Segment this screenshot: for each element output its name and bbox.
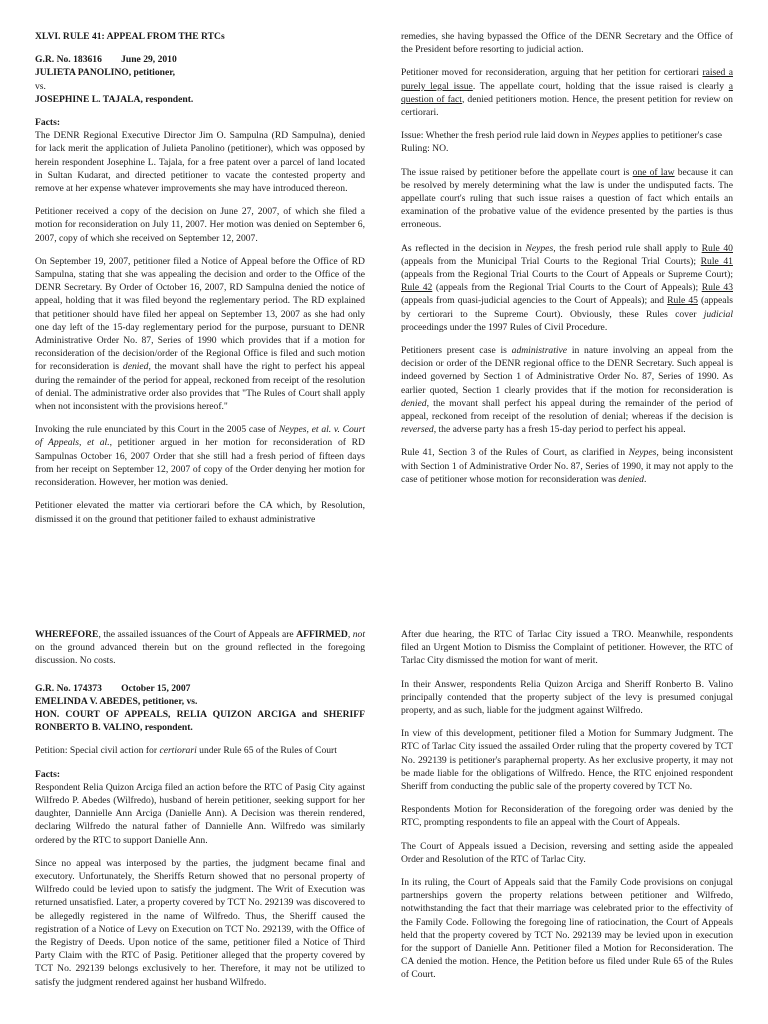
ruling-paragraph-2: As reflected in the decision in Neypes, the fresh period rule shall apply to Rule 40 (appeals from the Municipal Trial Courts to the Regional Trial Courts); Rule 41 (appeals from the Regional Trial Courts to the Court of Appeals or Supreme Court); Rule 42 (appeals from the Regional Trial Courts to the Court of Appeals); Rule 43 (appeals from quasi-judicial agencies to the Court of Appeals); and Rule 45 (appeals by certiorari to the Supreme Court). Obviously, these Rules cover judicial proceedings under the 1997 Rules of Civil Procedure. [401, 242, 733, 333]
facts-paragraph-5: Petitioner elevated the matter via certiorari before the CA which, by Resolution, dismissed it on the ground that petitioner failed to exhaust administrative [35, 500, 365, 525]
issue-line: Issue: Whether the fresh period rule laid down in Neypes applies to petitioner's case [401, 130, 722, 142]
case-number-2: G.R. No. 174373 [35, 682, 102, 694]
facts-paragraph-3: On September 19, 2007, petitioner filed a Notice of Appeal before the Office of RD Sampulna, stating that she was appealing the decision and order to the Office of the DENR Secretary. By Order of October 16, 2007, RD Sampulna denied the notice of appeal, holding that it was filed beyond the reglementary period. The RD explained that petitioner should have filed her appeal on September 13, 2007 as she had only one day left of the 15-day reglementary period for the purpose, pursuant to DENR Administrative Order No. 87, Series of 1990 which provides that if a motion for reconsideration of the decision/order of the Regional Office is filed and such motion for reconsideration is denied, the movant shall have the right to perfect his appeal during the remainder of the period for appeal, reckoned from receipt of the resolution of denial. The administrative order also provides that "The Rules of Court shall apply when not inconsistent with the provisions hereof." [35, 255, 365, 413]
section-title: XLVI. RULE 41: APPEAL FROM THE RTCs [35, 31, 225, 42]
facts2-paragraph-1: Respondent Relia Quizon Arciga filed an action before the RTC of Pasig City against Wilfredo P. Abedes (Wilfredo), husband of herein petitioner, seeking support for her daughter, Dannielle Ann Arciga (Danielle Ann). A Decision was therein rendered, declaring Wilfredo the natural father of Dannielle Ann. Wilfredo was similarly ordered by the RTC to support Danielle Ann. [35, 781, 365, 846]
petition-line: Petition: Special civil action for certiorari under Rule 65 of the Rules of Court [35, 745, 337, 757]
document-page-2 [0, 612, 768, 1024]
facts2-paragraph-4: In their Answer, respondents Relia Quizon Arciga and Sheriff Ronberto B. Valino principally contended that the property subject of the levy is presumed conjugal property, and as such, liable for the judgment against Wilfredo. [401, 678, 733, 717]
facts2-paragraph-6: Respondents Motion for Reconsideration of the foregoing order was denied by the RTC, prompting respondents to file an appeal with the Court of Appeals. [401, 804, 733, 829]
facts2-paragraph-2: Since no appeal was interposed by the parties, the judgment became final and executory. Unfortunately, the Sheriffs Return showed that no personal property of Wilfredo could be levied upon to satisfy the judgment. The Writ of Execution was returned unsatisfied. Later, a property covered by TCT No. 292139 was discovered to be allegedly registered in the name of Wilfredo. Thus, the Sheriff caused the registration of a Notice of Levy on Execution on TCT No. 292139, with the Office of the Registry of Deeds. Upon notice of the same, petitioner filed a Notice of Third Party Claim with the RTC of Pasig. Petitioner alleged that the property covered by TCT No. 292139 belongs exclusively to her. Therefore, it may not be utilized to satisfy the judgment rendered against her husband Wilfredo. [35, 857, 365, 988]
facts-paragraph-4: Invoking the rule enunciated by this Court in the 2005 case of Neypes, et al. v. Court of Appeals, et al., petitioner argued in her motion for reconsideration of RD Sampulnas October 16, 2007 Order that she still had a fresh period of fifteen days from her receipt on September 12, 2007 of copy of the Order denying her motion for reconsideration. However, her motion was denied. [35, 424, 366, 489]
versus: vs. [35, 80, 46, 92]
petitioner-line-2: EMELINDA V. ABEDES, petitioner, vs. [35, 695, 198, 707]
ruling-line: Ruling: NO. [401, 143, 449, 155]
petitioner-line: JULIETA PANOLINO, petitioner, [35, 67, 176, 79]
ruling-paragraph-4: Rule 41, Section 3 of the Rules of Court, as clarified in Neypes, being inconsistent with Section 1 of Administrative Order No. 87, Series of 1990, it may not apply to the case of petitioner whose motion for reconsideration was denied. [401, 447, 734, 485]
case-number-line [35, 53, 365, 66]
case-date-2: October 15, 2007 [121, 682, 191, 694]
respondent-line: JOSEPHINE L. TAJALA, respondent. [35, 93, 194, 105]
facts2-paragraph-7: The Court of Appeals issued a Decision, reversing and setting aside the appealed Order and Resolution of the RTC of Tarlac City. [401, 840, 733, 865]
continued-paragraph: remedies, she having bypassed the Office of the DENR Secretary and the Office of the President before resorting to judicial action. [401, 31, 733, 56]
wherefore-paragraph: WHEREFORE, the assailed issuances of the Court of Appeals are AFFIRMED, not on the ground advanced therein but on the ground reflected in the foregoing discussion. No costs. [35, 629, 366, 667]
page2-right-column [401, 628, 733, 992]
facts2-paragraph-3: After due hearing, the RTC of Tarlac City issued a TRO. Meanwhile, respondents filed an Urgent Motion to Dismiss the Complaint of petitioner. However, the RTC of Tarlac City dismissed the motion for want of merit. [401, 629, 733, 667]
facts-label: Facts: [35, 117, 61, 129]
case-date: June 29, 2010 [121, 54, 177, 66]
page2-left-column [35, 628, 365, 999]
page-gap [0, 560, 768, 612]
ruling-paragraph-1: The issue raised by petitioner before the appellate court is one of law because it can be resolved by merely determining what the law is under the undisputed facts. The appellate court's ruling that such issue raises a question of fact which entails an examination of the probative value of the evidence presented by the parties is thus erroneous. [401, 166, 734, 231]
page1-right-column [401, 30, 733, 496]
facts-label-2: Facts: [35, 768, 61, 780]
facts-paragraph-2: Petitioner received a copy of the decision on June 27, 2007, of which she filed a motion for reconsideration on July 11, 2007. Her motion was denied on September 6, 2007, copy of which she received on September 12, 2007. [35, 206, 365, 244]
respondent-line-2: HON. COURT OF APPEALS, RELIA QUIZON ARCIGA and SHERIFF RONBERTO B. VALINO, respondent. [35, 709, 365, 734]
reconsideration-paragraph: Petitioner moved for reconsideration, arguing that her petition for certiorari raised a purely legal issue. The appellate court, holding that the issue raised is clearly a question of fact, denied petitioners motion. Hence, the present petition for review on certiorari. [401, 67, 733, 119]
page1-left-column [35, 30, 365, 536]
case-number-line-2 [35, 682, 365, 695]
case-number: G.R. No. 183616 [35, 54, 102, 66]
facts2-paragraph-8: In its ruling, the Court of Appeals said that the Family Code provisions on conjugal partnerships govern the property relations between petitioner and Wilfredo, notwithstanding the fact that their marriage was celebrated prior to the effectivity of the Family Code. Following the foregoing line of ratiocination, the Court of Appeals held that the property covered by TCT No. 292139 may be levied upon in execution for the support of Danielle Ann. Petitioner filed a Motion for Reconsideration. The CA denied the motion. Hence, the Petition before us filed under Rule 65 of the Rules of Court. [401, 877, 733, 981]
facts2-paragraph-5: In view of this development, petitioner filed a Motion for Summary Judgment. The RTC of Tarlac City issued the assailed Order ruling that the property covered by TCT No. 292139 is petitioner's paraphernal property. As her exclusive property, it may not be made liable for the obligations of Wilfredo. Hence, the RTC enjoined respondent Sheriff from conducting the public sale of the property covered by TCT No. [401, 728, 733, 793]
ruling-paragraph-3: Petitioners present case is administrative in nature involving an appeal from the decision or order of the DENR regional office to the DENR Secretary. Such appeal is indeed governed by Section 1 of Administrative Order No. 87, Series of 1990. As earlier quoted, Section 1 clearly provides that if the motion for reconsideration is denied, the movant shall perfect his appeal during the remainder of the period of appeal, reckoned from receipt of the resolution of denial; whereas if the decision is reversed, the adverse party has a fresh 15-day period to perfect his appeal. [401, 345, 733, 436]
facts-paragraph-1: The DENR Regional Executive Director Jim O. Sampulna (RD Sampulna), denied for lack merit the application of Julieta Panolino (petitioner), which was opposed by herein respondent Josephine L. Tajala, for a free patent over a parcel of land located in Sultan Kudarat, and directed petitioner to vacate the contested property and remove at her expense whatever improvements she may have introduced thereon. [35, 130, 365, 195]
